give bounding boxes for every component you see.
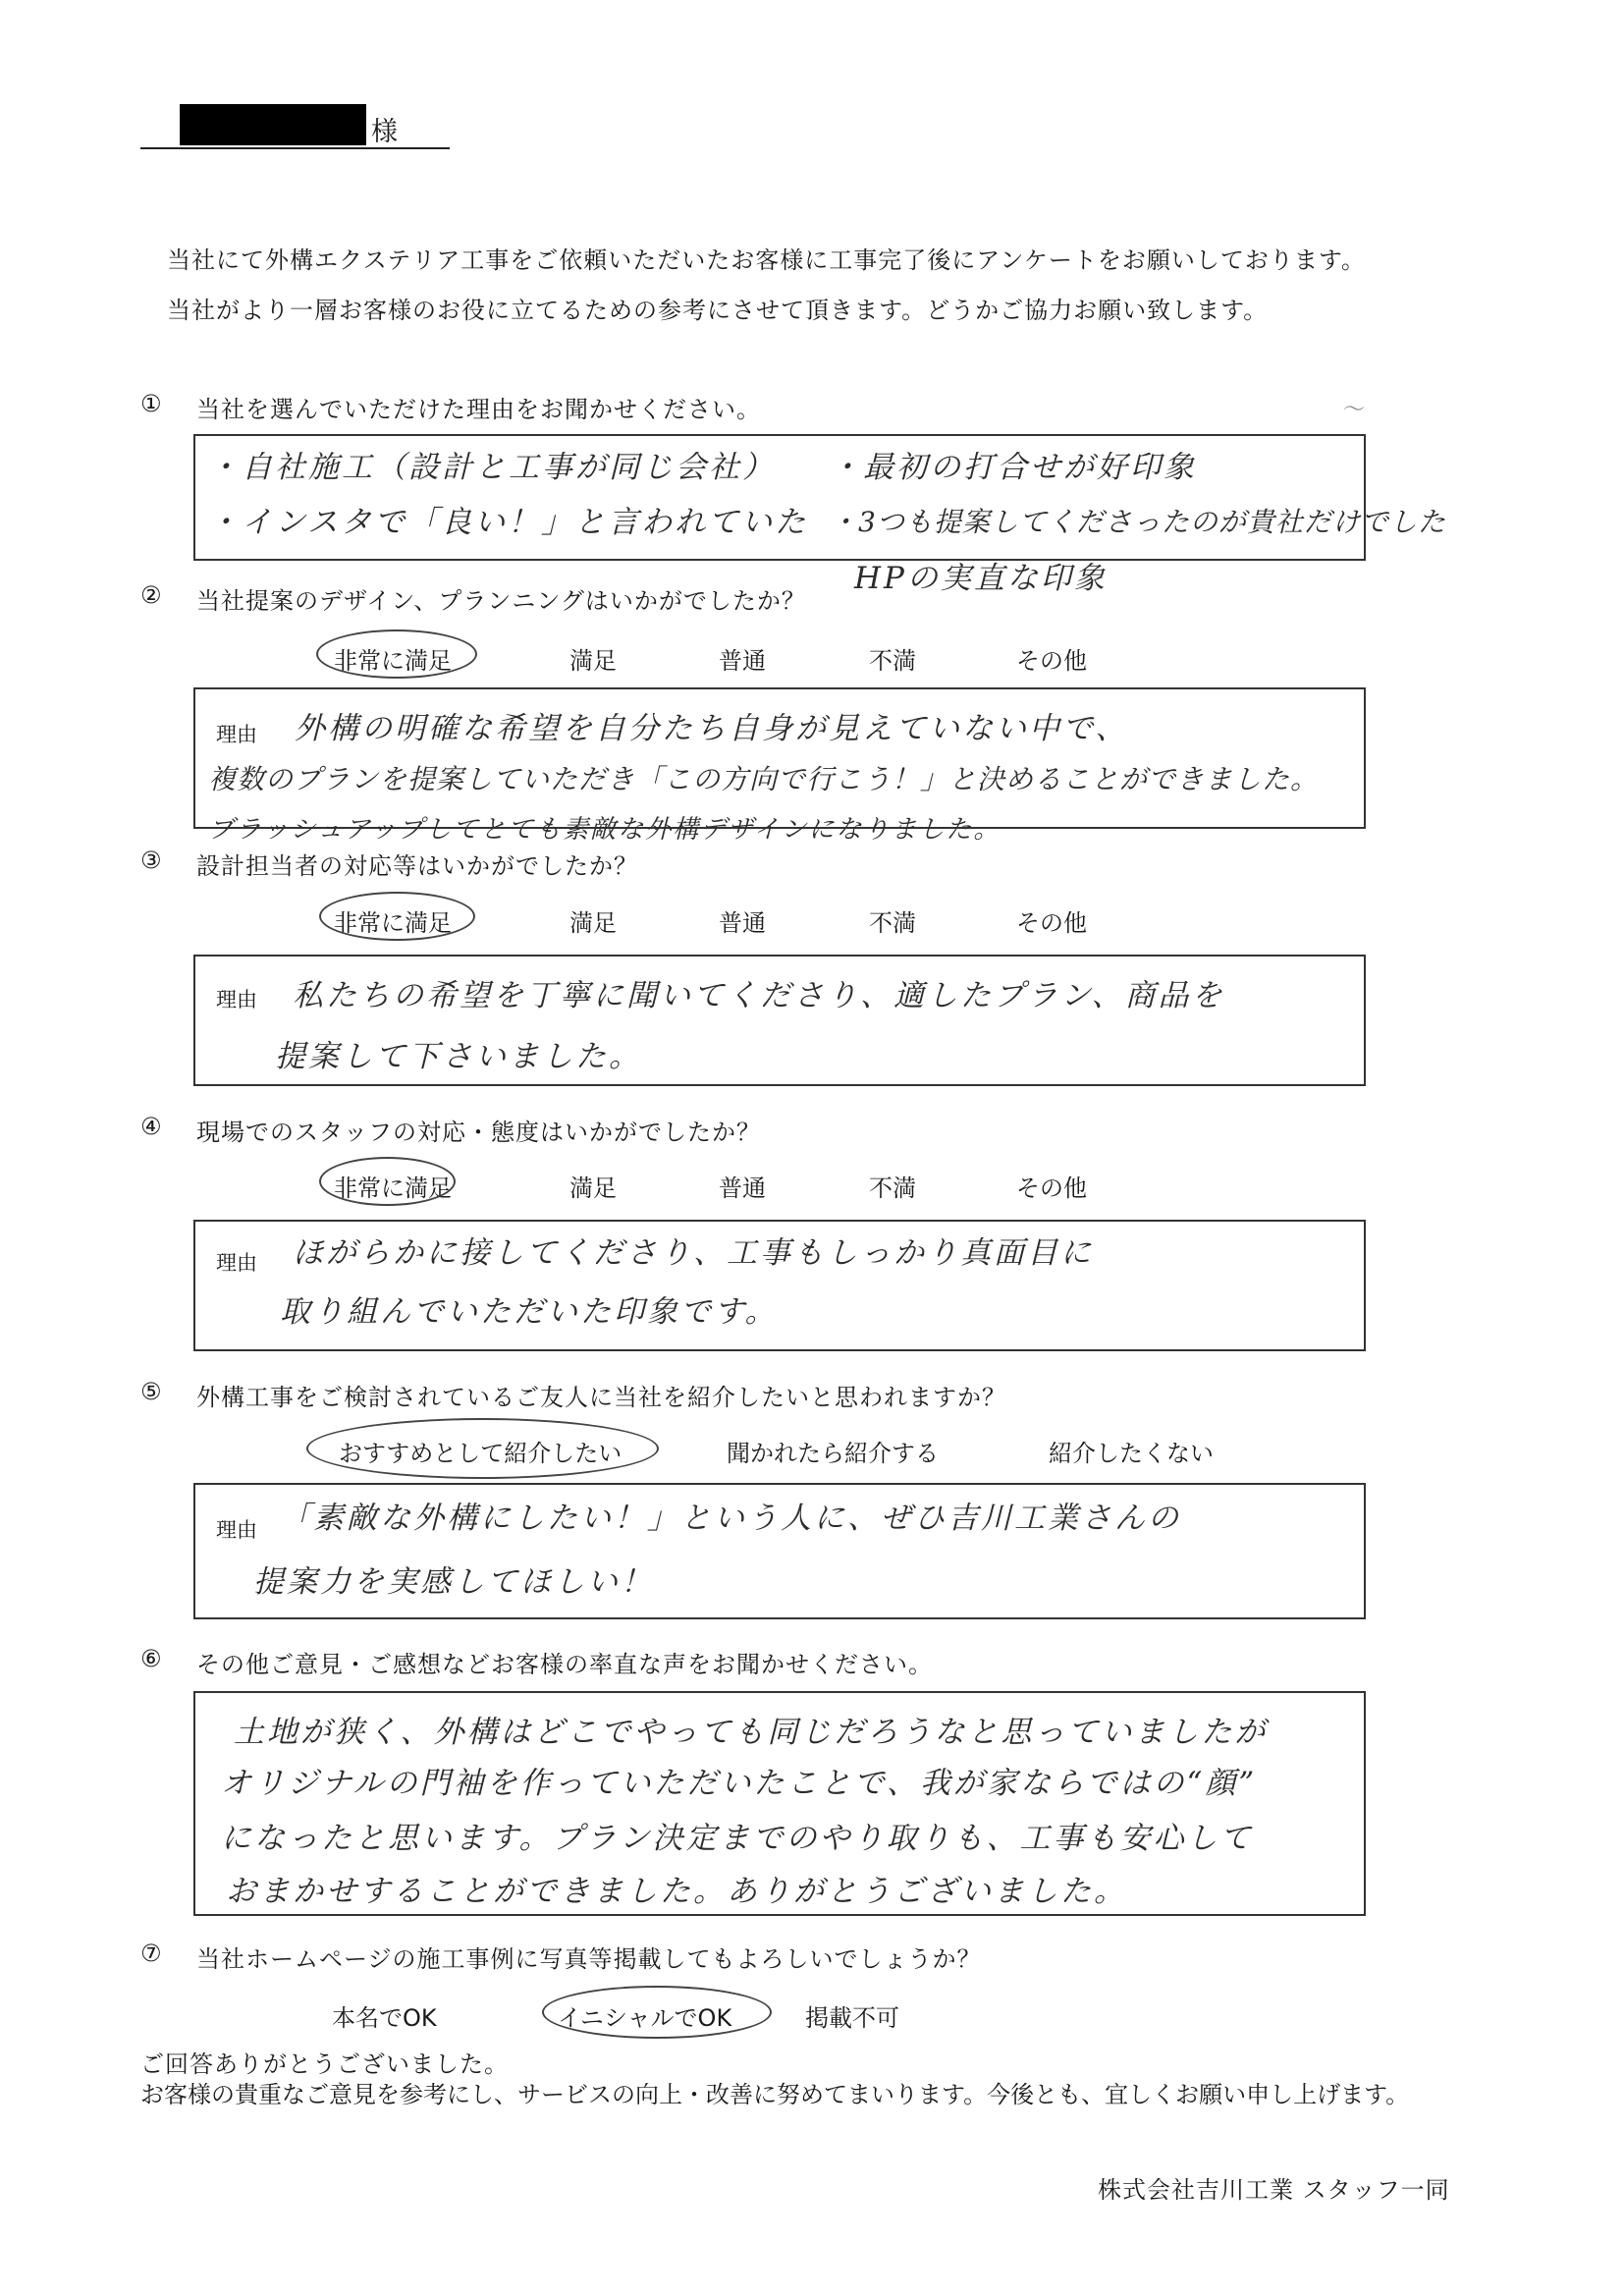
q4-option-very-satisfied[interactable]: 非常に満足 — [334, 1175, 452, 1202]
q3-selected-circle — [319, 892, 475, 941]
q7-option-no-publish[interactable]: 掲載不可 — [805, 2004, 899, 2032]
q3-question: 設計担当者の対応等はいかがでしたか？ — [196, 852, 638, 880]
stray-mark: 〜 — [1343, 398, 1366, 422]
q4-selected-circle — [319, 1157, 456, 1206]
q3-reason-line-1: 私たちの希望を丁寧に聞いてくださり、適したプラン、商品を — [293, 978, 1225, 1013]
q2-option-dissatisfied[interactable]: 不満 — [869, 647, 916, 675]
footer-thanks: ご回答ありがとうございました。 — [140, 2050, 509, 2078]
q1-number: ① — [140, 390, 163, 417]
q5-number: ⑤ — [140, 1378, 163, 1405]
q4-number: ④ — [140, 1113, 163, 1140]
intro-line-1: 当社にて外構エクステリア工事をご依頼いただいたお客様に工事完了後にアンケートをお願いしております。 — [167, 246, 1366, 274]
q2-reason-line-2: 複数のプランを提案していただき「この方向で行こう！」と決めることができました。 — [208, 763, 1320, 795]
q4-option-dissatisfied[interactable]: 不満 — [869, 1175, 916, 1202]
q2-reason-line-1: 外構の明確な希望を自分たち自身が見えていない中で、 — [295, 711, 1129, 746]
q2-option-neutral[interactable]: 普通 — [719, 647, 766, 675]
q1-question: 当社を選んでいただけた理由をお聞かせください。 — [196, 396, 761, 423]
q3-option-neutral[interactable]: 普通 — [719, 909, 766, 937]
q1-answer-1: ・自社施工（設計と工事が同じ会社） — [208, 450, 776, 485]
q6-number: ⑥ — [140, 1645, 163, 1672]
q4-reason-line-2: 取り組んでいただいた印象です。 — [280, 1294, 779, 1330]
q7-number: ⑦ — [140, 1940, 163, 1967]
q7-question: 当社ホームページの施工事例に写真等掲載してもよろしいでしょうか？ — [196, 1945, 982, 1973]
q3-option-dissatisfied[interactable]: 不満 — [869, 909, 916, 937]
q1-answer-5: HPの実直な印象 — [854, 561, 1108, 596]
name-underline — [140, 147, 450, 149]
q5-option-if-asked[interactable]: 聞かれたら紹介する — [727, 1440, 939, 1467]
q3-number: ③ — [140, 847, 163, 874]
q7-selected-circle — [542, 1986, 772, 2039]
q4-option-neutral[interactable]: 普通 — [719, 1175, 766, 1202]
q5-option-recommend[interactable]: おすすめとして紹介したい — [339, 1440, 623, 1467]
q2-reason-line-3: ブラッシュアップしてとても素敵な外構デザインになりました。 — [208, 815, 1001, 845]
q5-reason-line-2: 提案力を実感してほしい！ — [253, 1564, 654, 1600]
q2-reason-label: 理由 — [216, 723, 257, 746]
honorific: 様 — [371, 117, 399, 147]
q2-option-satisfied[interactable]: 満足 — [569, 647, 617, 675]
q1-answer-2: ・インスタで「良い！」と言われていた — [208, 505, 809, 540]
footer-message: お客様の貴重なご意見を参考にし、サービスの向上・改善に努めてまいります。今後とも、宜しくお願い申し上げます。 — [140, 2081, 1410, 2108]
q1-answer-4: ・3つも提案してくださったのが貴社だけでした — [830, 506, 1446, 538]
q3-option-satisfied[interactable]: 満足 — [569, 909, 617, 937]
q7-option-initials[interactable]: イニシャルでOK — [558, 2004, 732, 2032]
q4-reason-label: 理由 — [216, 1251, 257, 1275]
q1-answer-3: ・最初の打合せが好印象 — [830, 450, 1197, 485]
q2-option-other[interactable]: その他 — [1016, 647, 1087, 675]
footer-signature: 株式会社吉川工業 スタッフ一同 — [1098, 2176, 1450, 2204]
q4-reason-line-1: ほがらかに接してくださり、工事もしっかり真面目に — [293, 1235, 1094, 1271]
redacted-customer-name — [180, 104, 366, 145]
q5-question: 外構工事をご検討されているご友人に当社を紹介したいと思われますか？ — [196, 1384, 1006, 1411]
q3-option-very-satisfied[interactable]: 非常に満足 — [334, 909, 452, 937]
q7-option-real-name[interactable]: 本名でOK — [332, 2004, 437, 2032]
q6-comment-line-4: おまかせすることができました。ありがとうございました。 — [226, 1874, 1127, 1909]
q2-selected-circle — [316, 629, 477, 679]
q2-number: ② — [140, 581, 163, 609]
q4-option-satisfied[interactable]: 満足 — [569, 1175, 617, 1202]
q3-option-other[interactable]: その他 — [1016, 909, 1087, 937]
q4-question: 現場でのスタッフの対応・態度はいかがでしたか？ — [196, 1119, 761, 1146]
q5-option-not-recommend[interactable]: 紹介したくない — [1049, 1440, 1214, 1467]
q3-reason-line-2: 提案して下さいました。 — [275, 1039, 642, 1074]
q5-reason-line-1: 「素敵な外構にしたい！」という人に、ぜひ吉川工業さんの — [280, 1501, 1181, 1536]
q3-reason-label: 理由 — [216, 988, 257, 1011]
q5-selected-circle — [306, 1418, 659, 1479]
q2-option-very-satisfied[interactable]: 非常に満足 — [334, 647, 452, 675]
q4-option-other[interactable]: その他 — [1016, 1175, 1087, 1202]
q2-question: 当社提案のデザイン、プランニングはいかがでしたか？ — [196, 587, 806, 615]
q6-comment-line-3: になったと思います。プラン決定までのやり取りも、工事も安心して — [221, 1821, 1254, 1856]
q6-question: その他ご意見・ご感想などお客様の率直な声をお聞かせください。 — [196, 1651, 933, 1678]
intro-line-2: 当社がより一層お客様のお役に立てるための参考にさせて頂きます。どうかご協力お願い致します。 — [167, 297, 1269, 324]
q6-comment-line-2: オリジナルの門袖を作っていただいたことで、我が家ならではの“顔” — [221, 1766, 1258, 1801]
q6-comment-line-1: 土地が狭く、外構はどこでやっても同じだろうなと思っていましたが — [234, 1715, 1269, 1750]
q5-reason-label: 理由 — [216, 1518, 257, 1542]
